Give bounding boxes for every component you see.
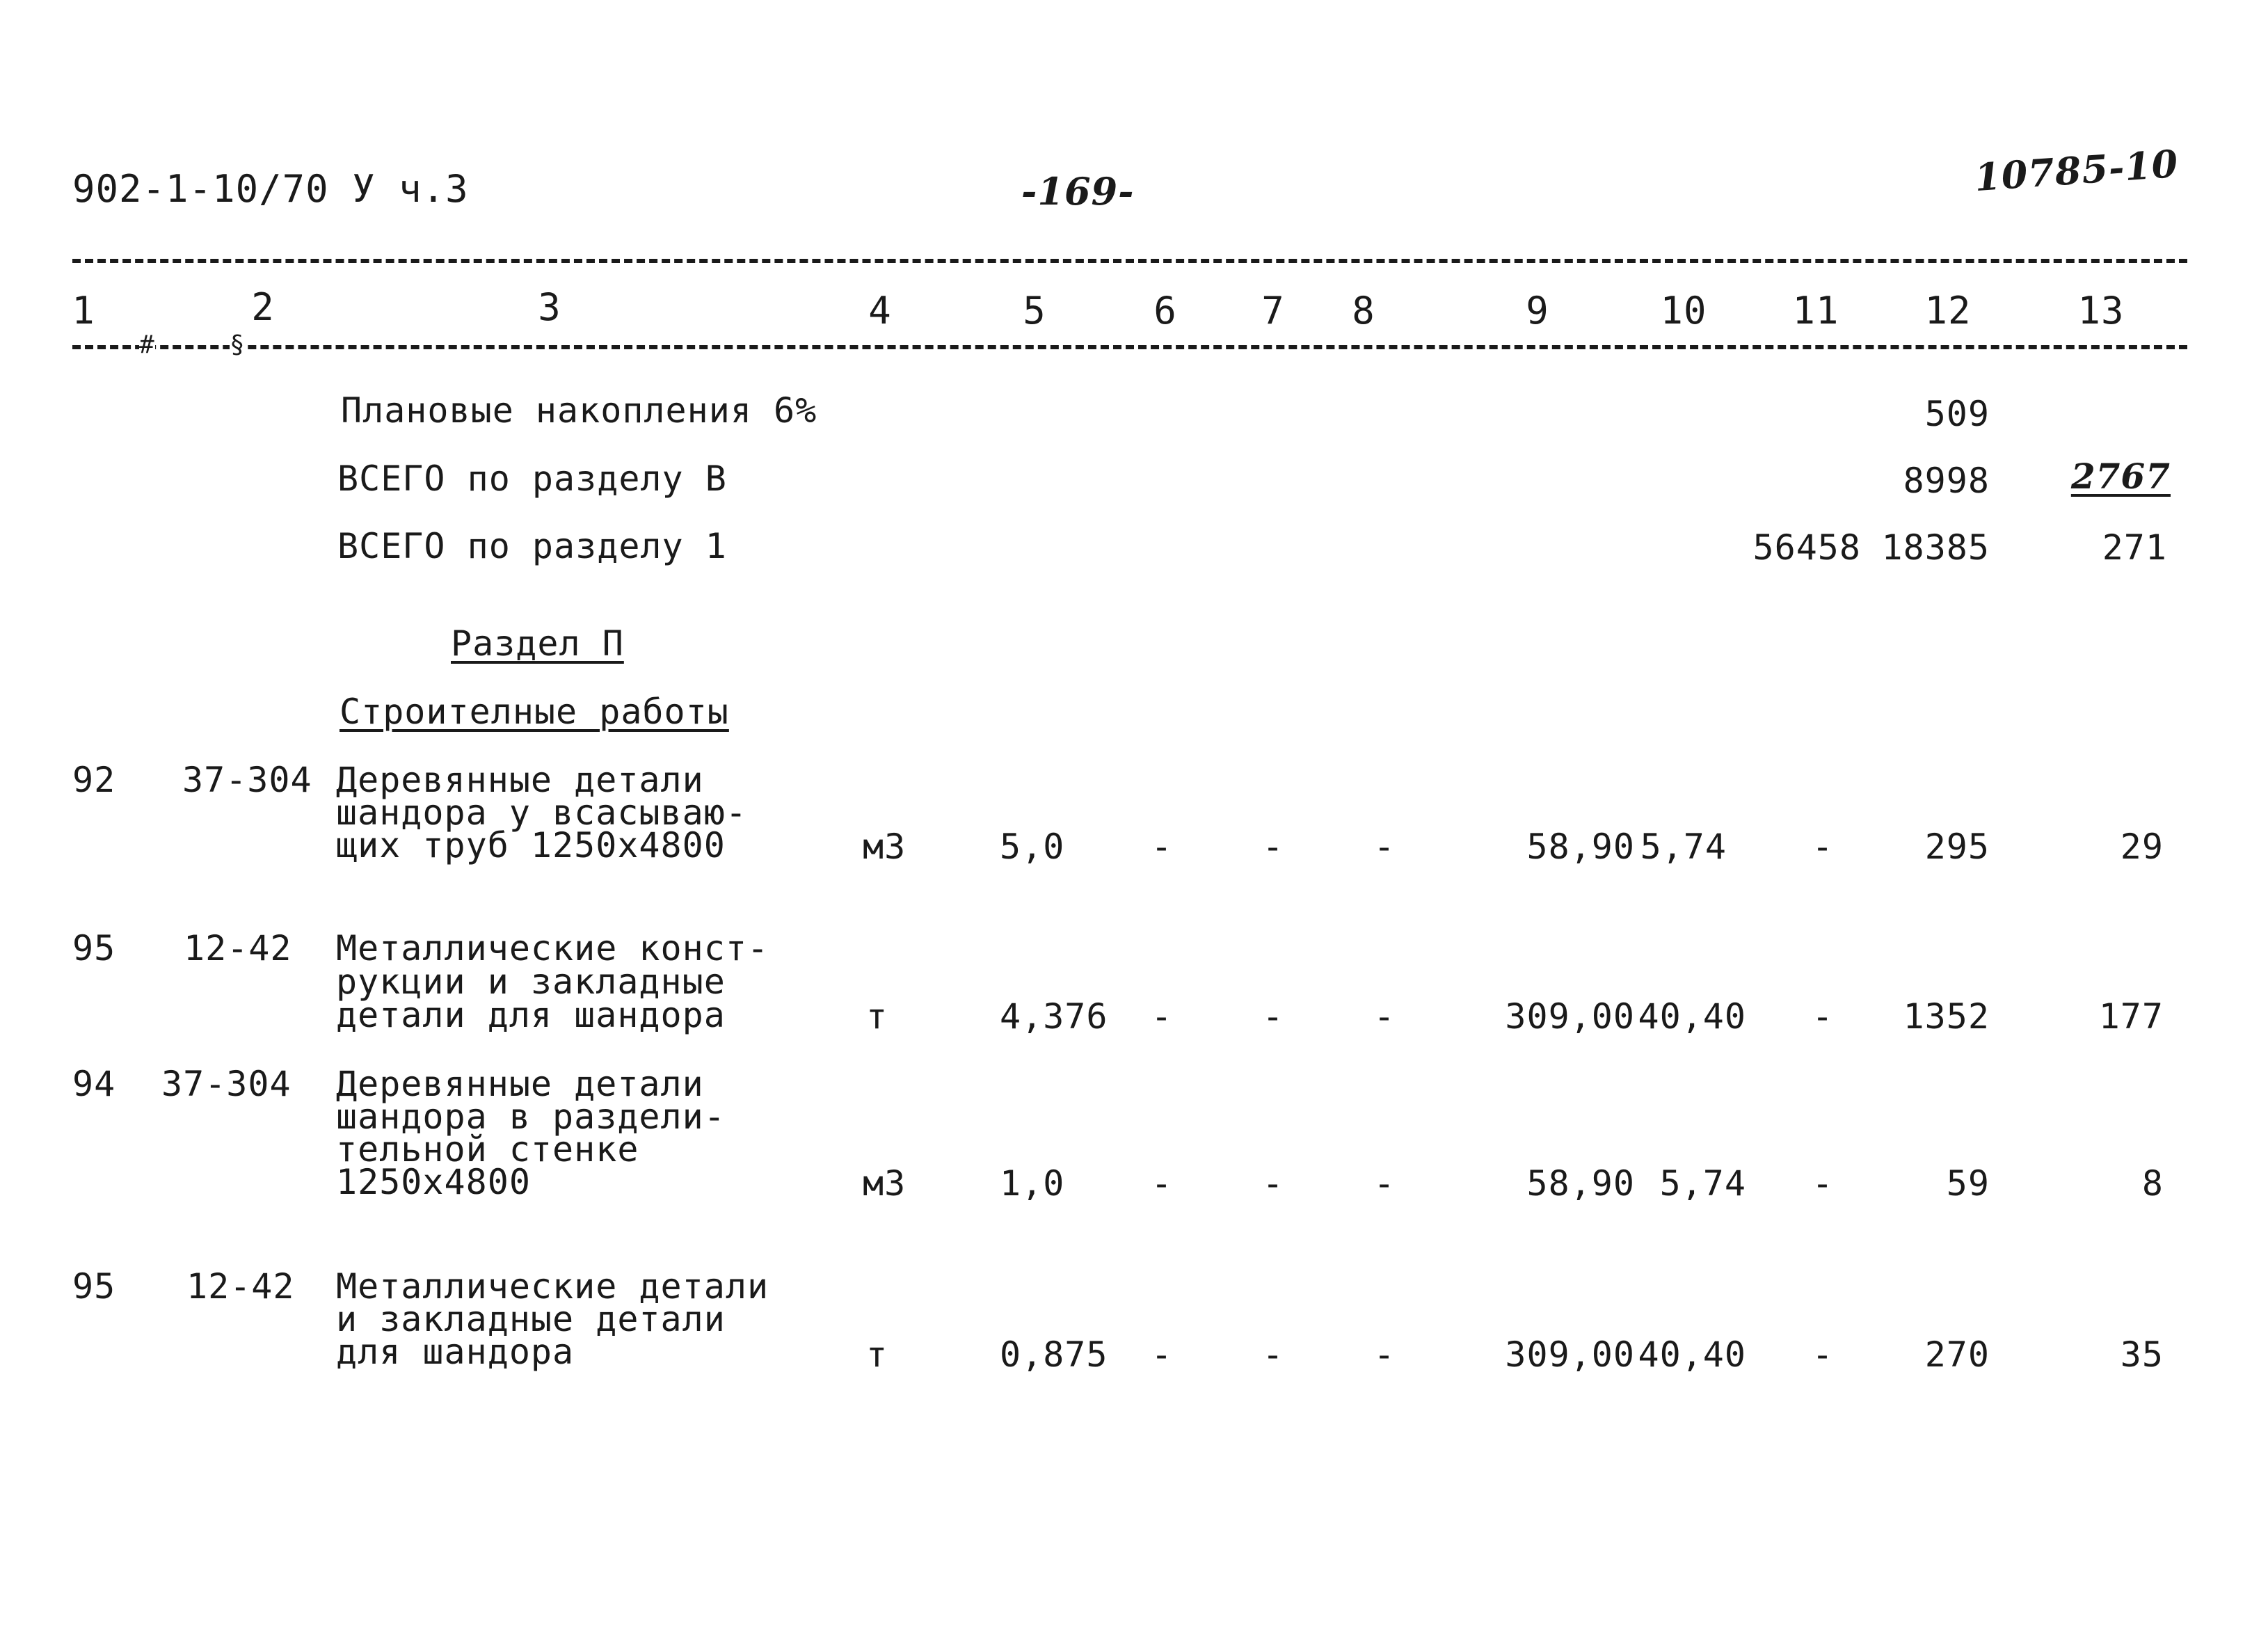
column-number: 8 (1352, 289, 1375, 333)
row-description: детали для шандора (336, 995, 726, 1035)
column-number: 11 (1792, 289, 1839, 333)
total-col12: 18385 (1881, 527, 1990, 568)
row-col8: - (1373, 1334, 1396, 1375)
row-col12: 59 (1946, 1163, 1990, 1204)
column-number: 10 (1660, 289, 1707, 333)
row-col12: 270 (1924, 1334, 1990, 1375)
column-number: 4 (868, 289, 892, 333)
row-col9: 58,90 (1526, 827, 1635, 867)
row-col12: 1352 (1903, 996, 1990, 1037)
row-quantity: 4,376 (1000, 996, 1108, 1037)
row-col6: - (1151, 1334, 1173, 1375)
row-quantity: 5,0 (1000, 827, 1065, 867)
row-col10: 40,40 (1638, 1334, 1746, 1375)
row-code: 37-304 (161, 1064, 292, 1104)
section-title: Раздел П (451, 623, 624, 664)
column-number: 12 (1924, 289, 1972, 333)
row-col12: 295 (1924, 827, 1990, 867)
total-label: ВСЕГО по разделу 1 (337, 526, 727, 566)
row-number: 92 (72, 760, 116, 800)
header-rule (72, 345, 2187, 349)
row-code: 12-42 (186, 1266, 295, 1307)
column-number: 13 (2077, 289, 2125, 333)
total-label: Плановые накопления 6% (341, 390, 817, 431)
row-description: шандора в раздели- (336, 1096, 726, 1137)
row-col13: 8 (2141, 1163, 2164, 1204)
row-description: шандора у всасываю- (336, 792, 747, 833)
column-number: 3 (538, 285, 561, 329)
row-col7: - (1262, 1163, 1284, 1204)
row-col7: - (1262, 996, 1284, 1037)
row-col11: - (1812, 1163, 1834, 1204)
row-number: 95 (72, 928, 116, 968)
row-col8: - (1373, 996, 1396, 1037)
total-label: ВСЕГО по разделу В (337, 458, 727, 499)
row-number: 94 (72, 1064, 116, 1104)
row-unit: м3 (863, 1163, 907, 1204)
row-col8: - (1373, 1163, 1396, 1204)
row-col9: 309,00 (1505, 1334, 1635, 1375)
row-col11: - (1812, 996, 1834, 1037)
row-unit: м3 (863, 827, 907, 867)
archive-number: 10785-10 (1973, 141, 2180, 200)
column-number: 6 (1153, 289, 1177, 333)
row-col13: 29 (2120, 827, 2164, 867)
row-quantity: 0,875 (1000, 1334, 1108, 1375)
total-col12: 509 (1924, 394, 1990, 434)
total-col12: 8998 (1903, 461, 1990, 501)
top-rule (72, 259, 2187, 263)
total-col11: 56458 (1752, 527, 1861, 568)
doc-code: 902-1-10/70 У ч.3 (72, 167, 469, 211)
section-subtitle: Строителные работы (340, 692, 729, 732)
row-col6: - (1151, 827, 1173, 867)
row-description: рукции и закладные (336, 962, 726, 1002)
row-col10: 5,74 (1640, 827, 1727, 867)
row-description: и закладные детали (336, 1299, 726, 1339)
row-col13: 35 (2120, 1334, 2164, 1375)
row-code: 12-42 (184, 928, 292, 968)
row-description: Металлические конст- (336, 928, 769, 968)
column-number: 7 (1261, 289, 1285, 333)
row-code: 37-304 (182, 760, 312, 800)
row-col11: - (1812, 1334, 1834, 1375)
row-col7: - (1262, 1334, 1284, 1375)
column-number: 1 (72, 289, 95, 333)
row-col13: 177 (2098, 996, 2164, 1037)
row-description: Деревянные детали (336, 760, 704, 800)
row-col9: 58,90 (1526, 1163, 1635, 1204)
row-col8: - (1373, 827, 1396, 867)
row-description: для шандора (336, 1332, 575, 1372)
column-mark: # (139, 330, 155, 359)
column-mark: § (230, 330, 246, 359)
row-col6: - (1151, 996, 1173, 1037)
row-number: 95 (72, 1266, 116, 1307)
row-col7: - (1262, 827, 1284, 867)
page-number: -169- (1021, 169, 1135, 214)
row-col11: - (1812, 827, 1834, 867)
row-description: тельной стенке (336, 1129, 639, 1170)
row-col10: 40,40 (1638, 996, 1746, 1037)
total-col13: 2767 (2070, 456, 2171, 497)
row-quantity: 1,0 (1000, 1163, 1065, 1204)
row-col9: 309,00 (1505, 996, 1635, 1037)
row-description: Деревянные детали (336, 1064, 704, 1104)
total-col13: 271 (2102, 527, 2167, 568)
row-description: Металлические детали (336, 1266, 769, 1307)
row-col6: - (1151, 1163, 1173, 1204)
column-number: 5 (1023, 289, 1046, 333)
row-description: щих труб 1250х4800 (336, 825, 726, 866)
row-unit: т (866, 1334, 888, 1375)
row-description: 1250х4800 (336, 1162, 531, 1202)
column-number: 9 (1526, 289, 1549, 333)
row-unit: т (866, 996, 888, 1037)
column-number: 2 (251, 285, 275, 329)
row-col10: 5,74 (1659, 1163, 1746, 1204)
